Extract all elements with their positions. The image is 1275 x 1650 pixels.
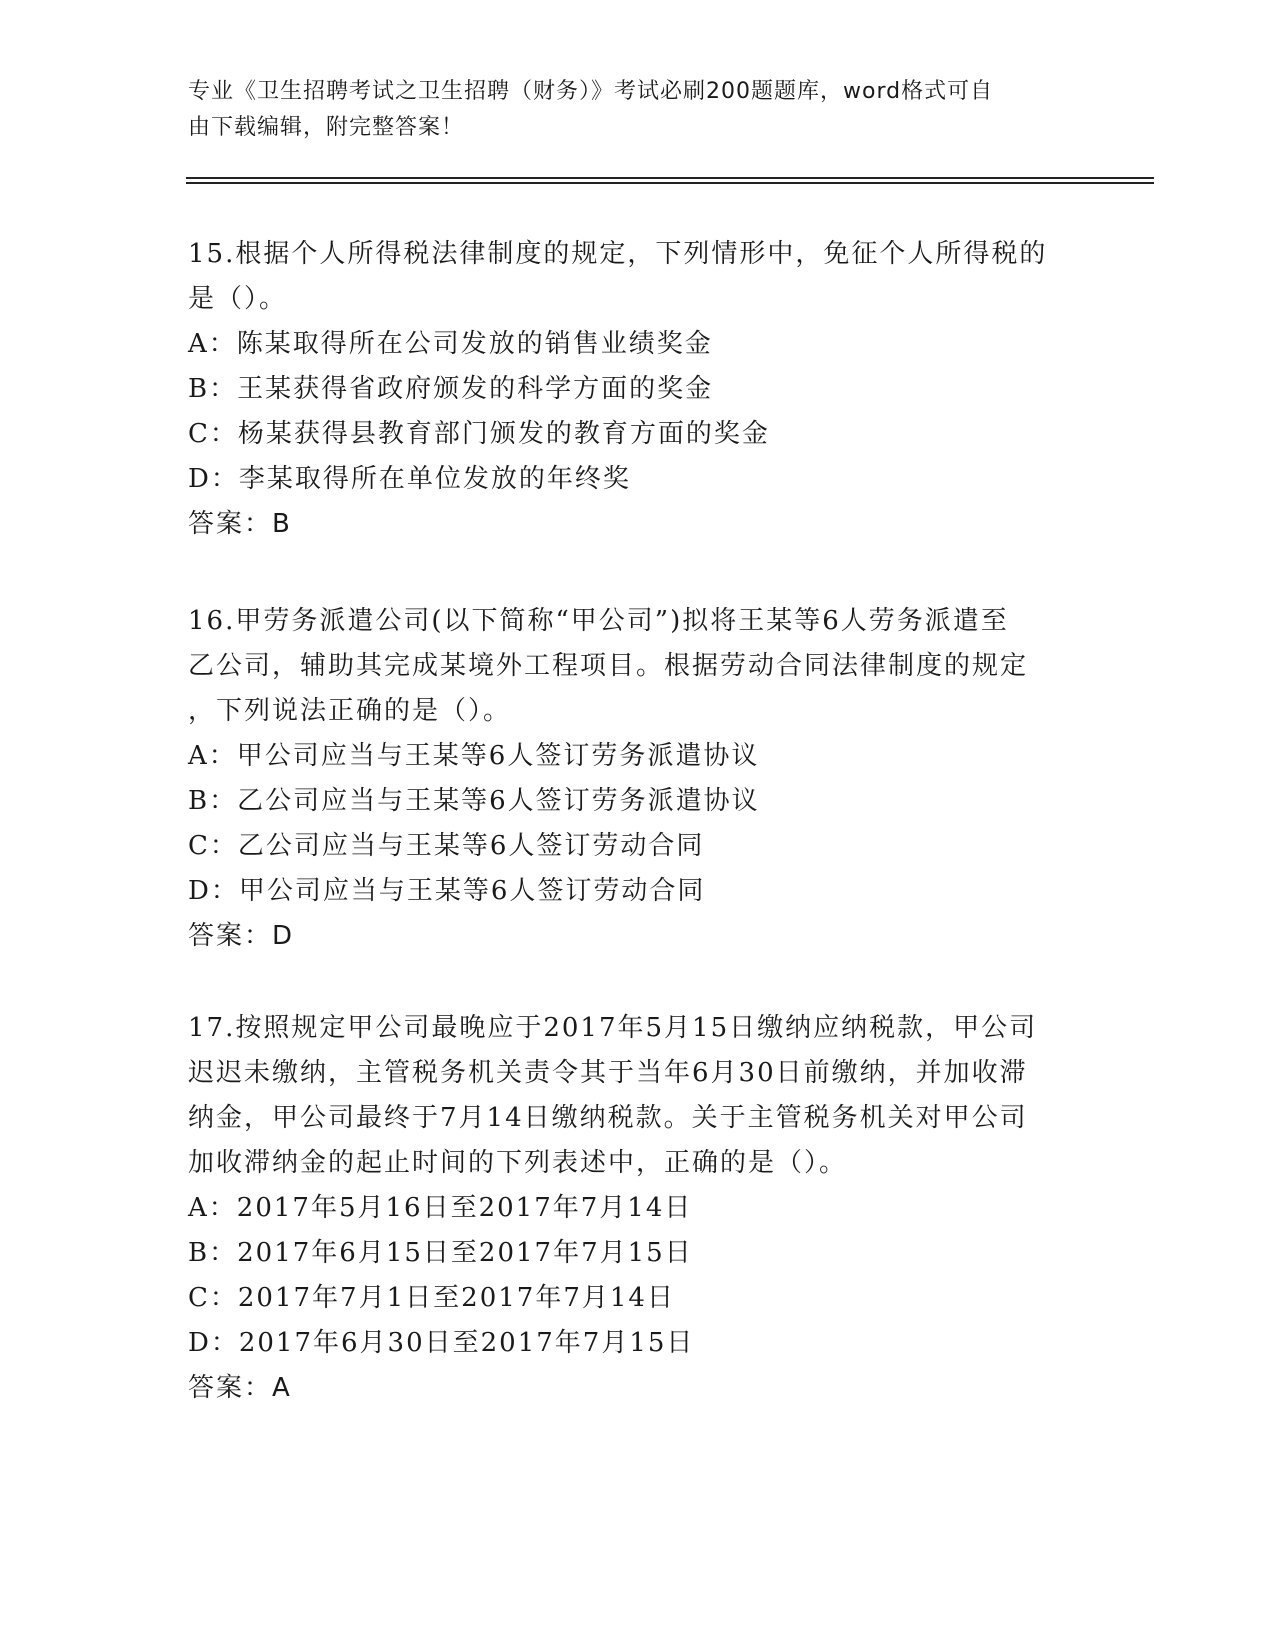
document-header (188, 74, 1068, 146)
answer-line: 答案：D (188, 921, 295, 951)
option-c: C：乙公司应当与王某等6人签订劳动合同 (188, 831, 705, 861)
question-stem-line: 乙公司，辅助其完成某境外工程项目。根据劳动合同法律制度的规定 (188, 651, 1029, 681)
header-divider-bottom (186, 182, 1154, 184)
option-c: C：杨某获得县教育部门颁发的教育方面的奖金 (188, 419, 770, 449)
header-line-1: 专业《卫生招聘考试之卫生招聘（财务）》考试必刷200题题库，word格式可自 (188, 79, 994, 104)
question-stem-line: ，下列说法正确的是（）。 (188, 696, 512, 726)
option-a: A：陈某取得所在公司发放的销售业绩奖金 (188, 329, 713, 359)
option-d: D：甲公司应当与王某等6人签订劳动合同 (188, 876, 706, 906)
option-c: C：2017年7月1日至2017年7月14日 (188, 1283, 675, 1313)
option-a: A：2017年5月16日至2017年7月14日 (188, 1193, 693, 1223)
question-16 (188, 599, 1088, 959)
question-17 (188, 1006, 1088, 1411)
option-a: A：甲公司应当与王某等6人签订劳务派遣协议 (188, 741, 760, 771)
header-divider-top (186, 177, 1154, 179)
option-d: D：2017年6月30日至2017年7月15日 (188, 1328, 695, 1358)
option-b: B：乙公司应当与王某等6人签订劳务派遣协议 (188, 786, 760, 816)
question-stem-line: 加收滞纳金的起止时间的下列表述中，正确的是（）。 (188, 1148, 848, 1178)
question-stem-line: 纳金，甲公司最终于7月14日缴纳税款。关于主管税务机关对甲公司 (188, 1103, 1028, 1133)
option-b: B：2017年6月15日至2017年7月15日 (188, 1238, 693, 1268)
question-stem-line: 16.甲劳务派遣公司(以下简称“甲公司”)拟将王某等6人劳务派遣至 (188, 606, 1009, 636)
question-15 (188, 232, 1088, 547)
question-stem-line: 迟迟未缴纳，主管税务机关责令其于当年6月30日前缴纳，并加收滞 (188, 1058, 1028, 1088)
answer-line: 答案：B (188, 509, 292, 539)
question-stem-line: 17.按照规定甲公司最晚应于2017年5月15日缴纳应纳税款，甲公司 (188, 1013, 1038, 1043)
option-b: B：王某获得省政府颁发的科学方面的奖金 (188, 374, 714, 404)
question-stem-line: 是（）。 (188, 284, 288, 314)
question-stem-line: 15.根据个人所得税法律制度的规定，下列情形中，免征个人所得税的 (188, 239, 1048, 269)
header-line-2: 由下载编辑，附完整答案！ (188, 115, 465, 140)
answer-line: 答案：A (188, 1373, 292, 1403)
option-d: D：李某取得所在单位发放的年终奖 (188, 464, 631, 494)
